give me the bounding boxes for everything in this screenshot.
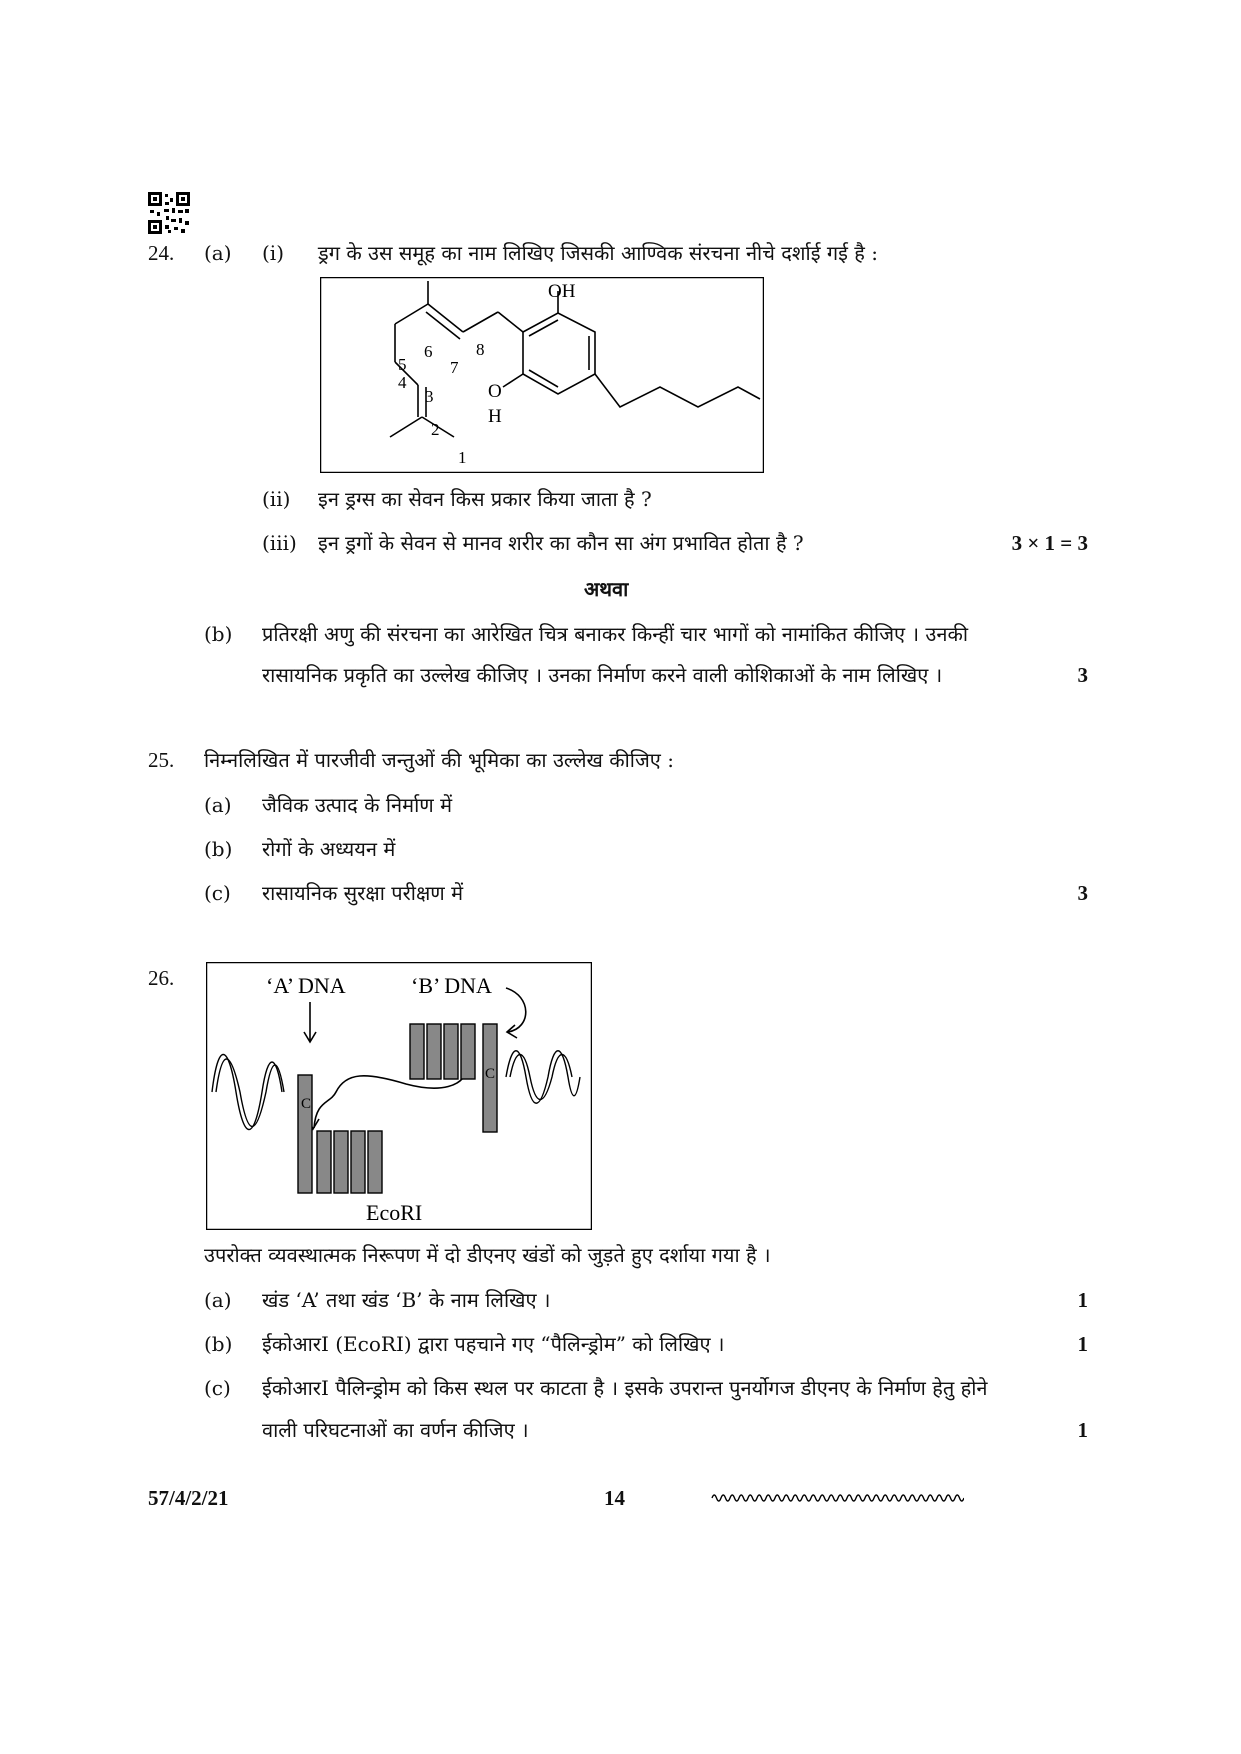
q25-b-text: रोगों के अध्ययन में	[262, 837, 396, 861]
q24-ii-label: (ii)	[262, 487, 291, 511]
q25-marks: 3	[1077, 881, 1088, 905]
q26-c-marks: 1	[1077, 1418, 1088, 1442]
q24-b-label: (b)	[204, 622, 233, 646]
q25-a-label: (a)	[204, 793, 232, 817]
q26-caption: उपरोक्त व्यवस्थात्मक निरूपण में दो डीएनए खंडों को जुड़ते हुए दर्शाया गया है ।	[204, 1243, 771, 1267]
q24-number: 24.	[148, 241, 175, 265]
q26-b-label: (b)	[204, 1332, 233, 1356]
dna-ligation-diagram	[206, 962, 592, 1230]
q24-iii-text: इन ड्रगों के सेवन से मानव शरीर का कौन सा अंग प्रभावित होता है ?	[318, 531, 804, 555]
label-b-dna: ‘B’ DNA	[411, 973, 492, 998]
paper-code: 57/4/2/21	[148, 1486, 229, 1510]
atom-number-8: 8	[476, 340, 485, 359]
q25-text: निम्नलिखित में पारजीवी जन्तुओं की भूमिका का उल्लेख कीजिए :	[204, 748, 674, 772]
q26-a-marks: 1	[1077, 1288, 1088, 1312]
q26-number: 26.	[148, 966, 175, 990]
enzyme-label: EcoRI	[366, 1200, 423, 1225]
label-a-dna: ‘A’ DNA	[266, 973, 346, 998]
q26-b-text: ईकोआरI (EcoRI) द्वारा पहचाने गए “पैलिन्ड्रोम” को लिखिए ।	[262, 1332, 725, 1356]
oh-label: OH	[548, 281, 576, 302]
c-left-label: C	[301, 1096, 312, 1112]
q25-c-text: रासायनिक सुरक्षा परीक्षण में	[262, 881, 464, 905]
or-heading: अथवा	[584, 577, 629, 601]
molecular-structure-diagram	[320, 277, 764, 473]
q25-a-text: जैविक उत्पाद के निर्माण में	[262, 793, 453, 817]
q24-iii-marks: 3 × 1 = 3	[1011, 531, 1088, 555]
q24-ii-text: इन ड्रग्स का सेवन किस प्रकार किया जाता है ?	[318, 487, 652, 511]
q26-c-line2: वाली परिघटनाओं का वर्णन कीजिए ।	[262, 1418, 529, 1442]
page-number: 14	[604, 1486, 625, 1510]
q26-a-label: (a)	[204, 1288, 232, 1312]
q25-b-label: (b)	[204, 837, 233, 861]
q24-i-label: (i)	[262, 241, 285, 265]
atom-number-1: 1	[458, 448, 467, 467]
q24-b-line2: रासायनिक प्रकृति का उल्लेख कीजिए । उनका निर्माण करने वाली कोशिकाओं के नाम लिखिए ।	[262, 663, 943, 687]
q26-c-line1: ईकोआरI पैलिन्ड्रोम को किस स्थल पर काटता है । इसके उपरान्त पुनर्योगज डीएनए के निर्माण हेतु होने	[262, 1376, 988, 1400]
q24-b-line1: प्रतिरक्षी अणु की संरचना का आरेखित चित्र बनाकर किन्हीं चार भागों को नामांकित कीजिए । उनकी	[262, 622, 969, 646]
wavy-line-decoration	[710, 1490, 964, 1506]
q25-number: 25.	[148, 748, 175, 772]
atom-number-6: 6	[424, 342, 433, 361]
atom-number-5: 5	[398, 355, 407, 374]
q26-b-marks: 1	[1077, 1332, 1088, 1356]
atom-number-4: 4	[398, 373, 407, 392]
h-label: H	[488, 406, 502, 427]
q26-c-label: (c)	[204, 1376, 231, 1400]
c-right-label: C	[485, 1066, 496, 1082]
o-label: O	[488, 381, 502, 402]
atom-number-7: 7	[450, 358, 459, 377]
q24-iii-label: (iii)	[262, 531, 297, 555]
q24-b-marks: 3	[1077, 663, 1088, 687]
atom-number-2: 2	[431, 420, 440, 439]
q24-i-text: ड्रग के उस समूह का नाम लिखिए जिसकी आण्विक संरचना नीचे दर्शाई गई है :	[318, 241, 879, 265]
atom-number-3: 3	[425, 387, 434, 406]
qr-code	[148, 192, 190, 234]
q26-a-text: खंड ‘A’ तथा खंड ‘B’ के नाम लिखिए ।	[262, 1288, 551, 1312]
q24-a-label: (a)	[204, 241, 232, 265]
q25-c-label: (c)	[204, 881, 231, 905]
